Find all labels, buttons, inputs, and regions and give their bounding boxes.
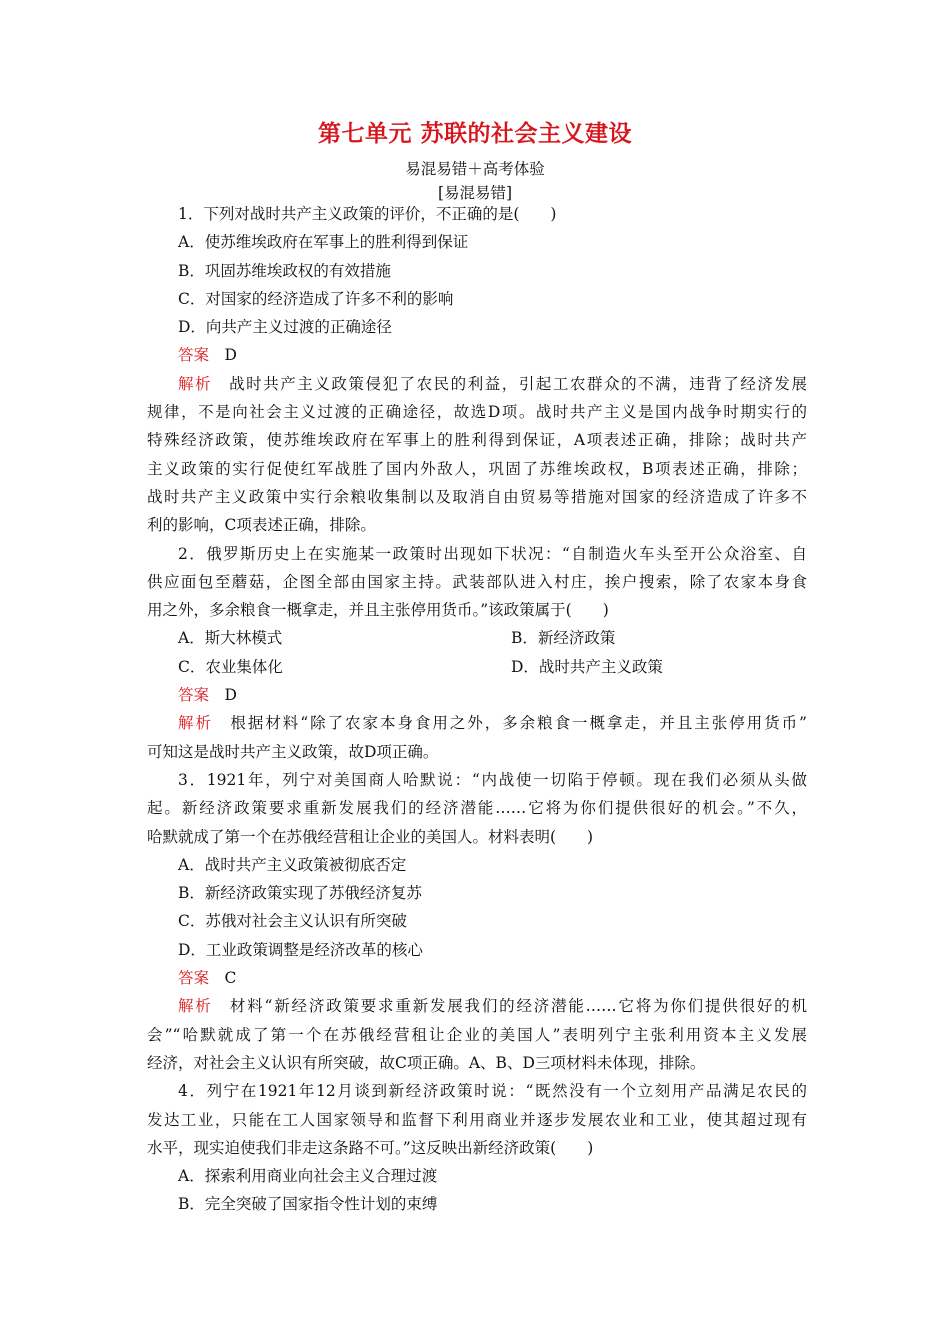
q1-analysis-line: 战时共产主义政策中实行余粮收集制以及取消自由贸易等措施对国家的经济造成了许多不	[147, 487, 807, 506]
q3-analysis-line: 经济，对社会主义认识有所突破，故C项正确。A、B、D三项材料未体现，排除。	[147, 1053, 706, 1072]
q4-option-a: A．探索利用商业向社会主义合理过渡	[178, 1167, 438, 1186]
q1-stem: 1．下列对战时共产主义政策的评价，不正确的是( )	[178, 205, 557, 223]
q3-option-a: A．战时共产主义政策被彻底否定	[178, 855, 407, 874]
q1-answer	[147, 341, 807, 369]
answer-label: 答案	[178, 969, 210, 988]
answer-label: 答案	[178, 346, 210, 365]
unit-title: 第七单元 苏联的社会主义建设	[317, 121, 632, 147]
q3-option-c: C．苏俄对社会主义认识有所突破	[178, 912, 407, 931]
analysis-label: 解析	[178, 374, 213, 393]
q3-option-b: B．新经济政策实现了苏俄经济复苏	[178, 884, 422, 903]
q1-analysis-line: 利的影响，C项表述正确，排除。	[147, 516, 376, 535]
q1-analysis-line: 规律，不是向社会主义过渡的正确途径，故选D项。战时共产主义是国内战争时期实行的	[147, 403, 807, 422]
q2-options-row	[147, 653, 807, 681]
q1-option-d: D．向共产主义过渡的正确途径	[178, 318, 392, 337]
document-body	[147, 200, 807, 1219]
q2-answer-value: D	[224, 686, 237, 705]
q2-analysis-line: 解析 根据材料“除了农家本身食用之外，多余粮食一概拿走，并且主张停用货币”	[178, 714, 807, 733]
q2-option-b: B．新经济政策	[511, 629, 616, 648]
subtitle: 易混易错＋高考体验	[405, 160, 545, 178]
q1-analysis-line: 主义政策的实行促使红军战胜了国内外敌人，巩固了苏维埃政权，B项表述正确，排除；	[147, 459, 807, 478]
q3-stem-line: 哈默就成了第一个在苏俄经营租让企业的美国人。材料表明( )	[147, 827, 594, 846]
q3-answer-value: C	[224, 969, 237, 988]
q1-analysis-line: 特殊经济政策，使苏维埃政府在军事上的胜利得到保证，A项表述正确，排除；战时共产	[147, 431, 807, 450]
q2-analysis-line: 可知这是战时共产主义政策，故D项正确。	[147, 742, 439, 761]
q2-option-c: C．农业集体化	[178, 657, 283, 676]
q1-answer-value: D	[224, 346, 237, 365]
q3-analysis-line: 会”“哈默就成了第一个在苏俄经营租让企业的美国人”表明列宁主张利用资本主义发展	[147, 1025, 807, 1044]
q1-option-b: B．巩固苏维埃政权的有效措施	[178, 261, 391, 280]
q4-stem-line: 4．列宁在1921年12月谈到新经济政策时说：“既然没有一个立刻用产品满足农民的	[178, 1082, 807, 1101]
q2-options-row	[147, 624, 807, 652]
q1-option-a: A．使苏维埃政府在军事上的胜利得到保证	[178, 233, 469, 252]
q4-option-b: B．完全突破了国家指令性计划的束缚	[178, 1195, 438, 1214]
q1-option-c: C．对国家的经济造成了许多不利的影响	[178, 289, 454, 308]
q2-stem-line: 2．俄罗斯历史上在实施某一政策时出现如下状况：“自制造火车头至开公众浴室、自	[178, 544, 807, 563]
section-heading: [易混易错]	[437, 184, 513, 202]
q3-option-d: D．工业政策调整是经济改革的核心	[178, 940, 423, 959]
answer-label: 答案	[178, 686, 210, 705]
q2-stem-line: 用之外，多余粮食一概拿走，并且主张停用货币。”该政策属于( )	[147, 601, 609, 620]
q3-answer	[147, 964, 807, 992]
q3-analysis-line: 解析 材料“新经济政策要求重新发展我们的经济潜能……它将为你们提供很好的机	[178, 997, 807, 1016]
q4-stem-line: 发达工业，只能在工人国家领导和监督下利用商业并逐步发展农业和工业，使其超过现有	[147, 1110, 807, 1129]
q3-stem-line: 起。新经济政策要求重新发展我们的经济潜能……它将为你们提供很好的机会。”不久，	[147, 799, 807, 818]
q1-analysis-line: 解析 战时共产主义政策侵犯了农民的利益，引起工农群众的不满，违背了经济发展	[178, 374, 807, 393]
q2-option-d: D．战时共产主义政策	[511, 657, 663, 676]
analysis-label: 解析	[178, 714, 213, 733]
q2-stem-line: 供应面包至蘑菇，企图全部由国家主持。武装部队进入村庄，挨户搜索，除了农家本身食	[147, 572, 807, 591]
q4-stem-line: 水平，现实迫使我们非走这条路不可。”这反映出新经济政策( )	[147, 1138, 594, 1157]
q2-option-a: A．斯大林模式	[178, 629, 283, 648]
analysis-label: 解析	[178, 997, 213, 1016]
q3-stem-line: 3．1921年，列宁对美国商人哈默说：“内战使一切陷于停顿。现在我们必须从头做	[178, 770, 807, 789]
q2-answer	[147, 681, 807, 709]
